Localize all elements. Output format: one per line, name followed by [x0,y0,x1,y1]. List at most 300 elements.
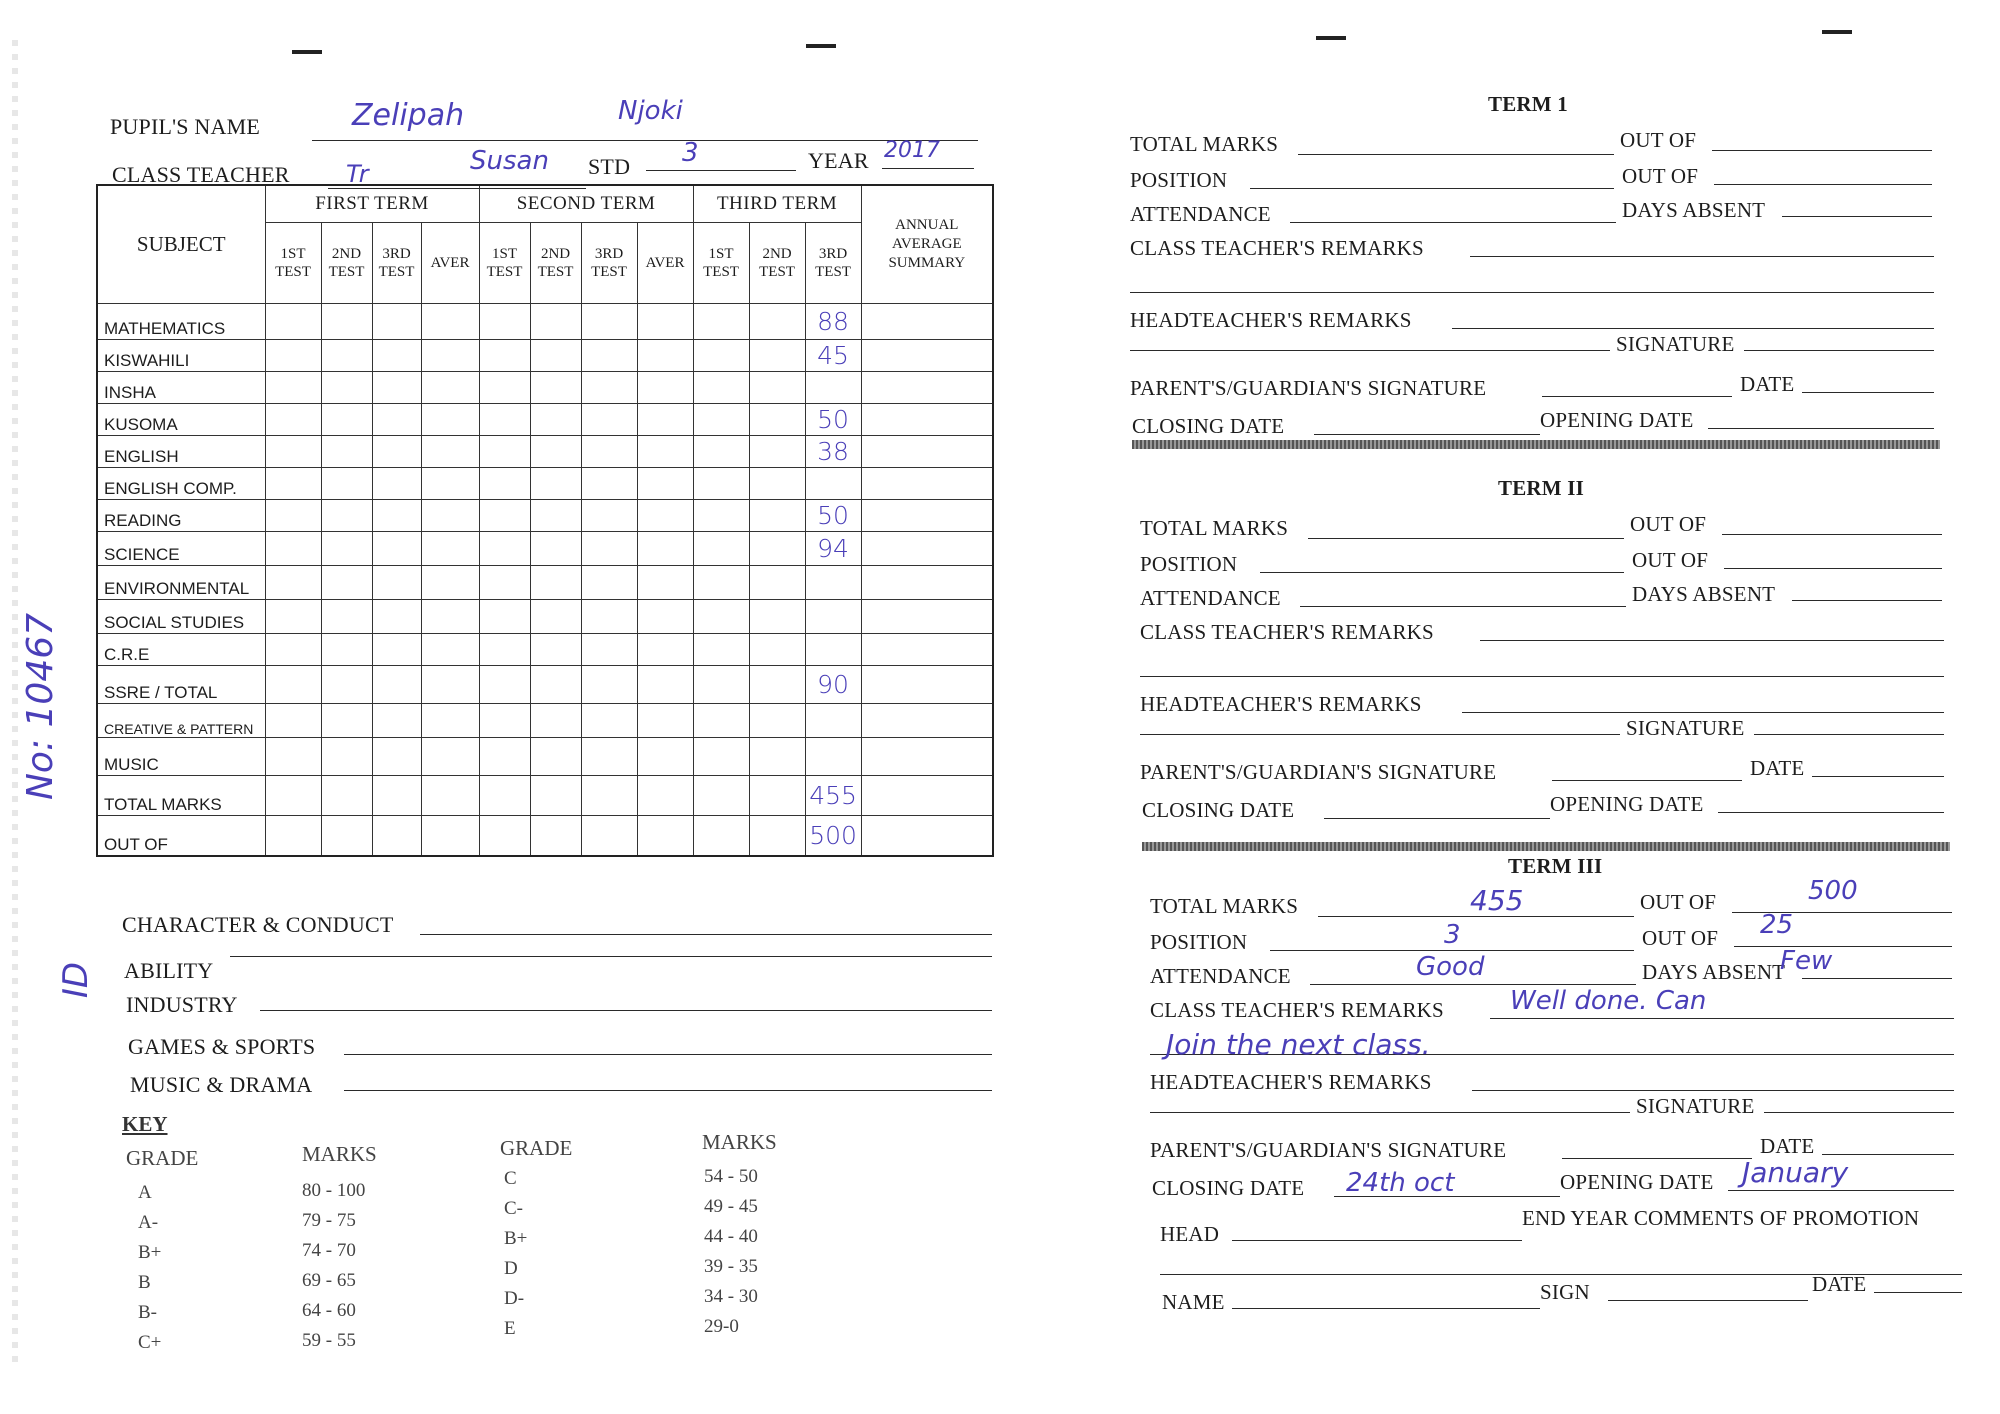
term2-out-of-line [1722,534,1942,535]
grade-cell [479,340,530,372]
key-marks-range: 49 - 45 [704,1196,758,1217]
term1-parent-signature-label: PARENT'S/GUARDIAN'S SIGNATURE [1130,376,1487,400]
table-row [97,816,993,856]
final-date-label: DATE [1812,1272,1867,1296]
grade-cell [749,532,805,566]
grade-cell [581,500,637,532]
grade-cell [530,566,581,600]
grade-cell [693,776,749,816]
grade-cell [265,776,321,816]
term2-signature-pre-line [1140,734,1620,735]
third-term-3rd-test-cell: 50 [805,500,861,532]
grade-cell [421,600,479,634]
term2-remarks-line-1 [1480,640,1944,641]
term3-remarks-line1-value: Well done. Can [1510,986,1707,1016]
table-row [97,704,993,738]
grade-cell [693,634,749,666]
third-term-3rd-test-cell [805,704,861,738]
grade-cell [749,738,805,776]
term1-remarks-line-1 [1470,256,1934,257]
term2-date-label: DATE [1750,756,1805,780]
grade-cell [372,404,421,436]
term3-position-line [1270,950,1634,951]
term3-position-value: 3 [1444,920,1461,950]
third-term-3rd-test-cell: 90 [805,666,861,704]
scan-mark [1822,30,1852,34]
grade-cell [693,532,749,566]
grade-cell [372,738,421,776]
grade-cell [693,816,749,856]
term3-total-marks-value: 455 [1470,884,1524,917]
term1-signature-label: SIGNATURE [1616,332,1735,356]
third-term-header: THIRD TERM [693,185,861,223]
grade-cell [581,634,637,666]
grade-cell [861,340,993,372]
grade-cell [479,600,530,634]
scan-edge-artifact [12,40,18,1370]
grade-cell [321,468,372,500]
subject-cell: KUSOMA [97,404,265,436]
term1-date-label: DATE [1740,372,1795,396]
grade-cell [530,500,581,532]
table-row [97,404,993,436]
term1-class-teacher-remarks-label: CLASS TEACHER'S REMARKS [1130,236,1424,260]
table-row [97,666,993,704]
games-sports-label: GAMES & SPORTS [128,1034,316,1059]
grade-cell [321,776,372,816]
grade-cell [530,304,581,340]
term1-total-marks-label: TOTAL MARKS [1130,132,1279,156]
grade-cell [530,404,581,436]
third-term-3rd-test-cell: 38 [805,436,861,468]
term2-remarks-line-2 [1140,676,1944,677]
term-divider [1132,440,1940,449]
table-row [97,500,993,532]
t3-test2-header: 2ND TEST [749,223,805,304]
grade-cell [637,634,693,666]
subject-cell: MATHEMATICS [97,304,265,340]
industry-label: INDUSTRY [126,992,238,1017]
grade-cell [637,404,693,436]
term3-out-of-value: 500 [1808,876,1858,906]
name-line [1232,1308,1540,1309]
grade-cell [693,566,749,600]
term1-position-out-of-label: OUT OF [1622,164,1699,188]
key-grade: A [138,1182,152,1203]
term1-position-line [1250,188,1614,189]
grade-cell [749,566,805,600]
grade-cell [637,436,693,468]
grade-cell [372,634,421,666]
pupil-name-label: PUPIL'S NAME [110,114,260,139]
grade-cell [581,468,637,500]
key-grade: B+ [138,1242,162,1263]
term2-opening-date-line [1718,812,1944,813]
character-conduct-line [420,934,992,935]
term2-date-line [1812,776,1944,777]
grade-cell [321,738,372,776]
grade-cell [637,776,693,816]
grade-cell [861,600,993,634]
subject-cell: KISWAHILI [97,340,265,372]
term1-opening-date-line [1708,428,1934,429]
grade-cell [581,666,637,704]
grade-cell [581,304,637,340]
year-label: YEAR [808,148,869,173]
term3-signature-line [1764,1112,1954,1113]
first-term-header: FIRST TERM [265,185,479,223]
grade-cell [530,436,581,468]
key-marks-range: 64 - 60 [302,1300,356,1321]
term3-opening-date-line [1728,1190,1954,1191]
grade-cell [372,340,421,372]
grade-cell [372,816,421,856]
grade-cell [479,532,530,566]
grades-table [96,184,994,857]
grade-cell [637,532,693,566]
key-marks-range: 79 - 75 [302,1210,356,1231]
term3-signature-pre-line [1150,1112,1630,1113]
grade-cell [693,468,749,500]
key-marks-range: 44 - 40 [704,1226,758,1247]
key-marks-range: 74 - 70 [302,1240,356,1261]
key-grade: D- [504,1288,525,1309]
character-conduct-label: CHARACTER & CONDUCT [122,912,394,937]
term3-position-label: POSITION [1150,930,1248,954]
key-grade: C [504,1168,517,1189]
grade-cell [421,738,479,776]
grade-cell [421,404,479,436]
grade-cell [861,404,993,436]
grade-cell [581,532,637,566]
grade-cell [693,704,749,738]
grade-cell [693,404,749,436]
end-year-comments-label: END YEAR COMMENTS OF PROMOTION [1522,1206,1920,1230]
grade-cell [861,304,993,340]
grade-cell [421,436,479,468]
term1-date-line [1802,392,1934,393]
grade-cell [637,500,693,532]
term2-total-marks-line [1308,538,1624,539]
grade-cell [372,468,421,500]
term2-headteacher-remarks-label: HEADTEACHER'S REMARKS [1140,692,1422,716]
music-drama-line [344,1090,992,1091]
key-marks-range: 59 - 55 [302,1330,356,1351]
term2-position-out-of-label: OUT OF [1632,548,1709,572]
grade-cell [265,704,321,738]
term2-days-absent-label: DAYS ABSENT [1632,582,1776,606]
term3-headteacher-remarks-label: HEADTEACHER'S REMARKS [1150,1070,1432,1094]
grade-cell [693,436,749,468]
term3-closing-date-label: CLOSING DATE [1152,1176,1305,1200]
term1-title: TERM 1 [1488,92,1568,116]
grade-cell [372,600,421,634]
grade-cell [749,436,805,468]
side-handwritten-id: No: 10467 [20,612,61,800]
grade-cell [530,600,581,634]
term2-head-remarks-line [1462,712,1944,713]
grade-cell [530,704,581,738]
grade-cell [479,404,530,436]
grade-cell [321,634,372,666]
sign-line [1608,1300,1808,1301]
term2-position-label: POSITION [1140,552,1238,576]
key-grade: A- [138,1212,159,1233]
grade-cell [693,372,749,404]
grade-cell [637,372,693,404]
term3-out-of-label: OUT OF [1640,890,1717,914]
grade-cell [861,704,993,738]
scan-mark [1316,36,1346,40]
subject-cell: TOTAL MARKS [97,776,265,816]
term2-attendance-label: ATTENDANCE [1140,586,1281,610]
grade-cell [421,532,479,566]
grade-cell [530,372,581,404]
grade-cell [637,738,693,776]
term3-attendance-value: Good [1416,952,1485,982]
term1-signature-line [1744,350,1934,351]
grade-cell [421,776,479,816]
key-marks-header-1: MARKS [302,1142,377,1166]
third-term-3rd-test-cell [805,468,861,500]
key-title: KEY [122,1112,168,1136]
table-row [97,532,993,566]
grade-cell [861,532,993,566]
grade-cell [372,304,421,340]
key-grade: D [504,1258,518,1279]
grade-cell [749,816,805,856]
subject-cell: ENGLISH [97,436,265,468]
grade-cell [265,404,321,436]
t2-test1-header: 1ST TEST [479,223,530,304]
third-term-3rd-test-cell: 94 [805,532,861,566]
grade-cell [421,340,479,372]
grade-cell [693,738,749,776]
games-sports-line [344,1054,992,1055]
grade-cell [321,436,372,468]
t3-test1-header: 1ST TEST [693,223,749,304]
grade-cell [479,634,530,666]
term2-position-out-of-line [1724,568,1942,569]
t1-test3-header: 3RD TEST [372,223,421,304]
grade-cell [479,738,530,776]
grade-cell [372,704,421,738]
third-term-3rd-test-cell [805,634,861,666]
grade-cell [530,634,581,666]
term1-out-of-line [1712,150,1932,151]
term3-opening-date-label: OPENING DATE [1560,1170,1714,1194]
grade-cell [479,436,530,468]
third-term-3rd-test-cell: 50 [805,404,861,436]
term3-remarks-line2-value: Join the next class. [1166,1028,1431,1061]
grade-cell [265,816,321,856]
grade-cell [530,776,581,816]
grade-cell [530,532,581,566]
table-row [97,600,993,634]
subject-cell: C.R.E [97,634,265,666]
key-grade: B [138,1272,151,1293]
grade-cell [372,436,421,468]
third-term-3rd-test-cell: 45 [805,340,861,372]
key-grade: C+ [138,1332,162,1353]
grade-cell [530,738,581,776]
class-teacher-label: CLASS TEACHER [112,162,290,187]
pupil-first-name: Zelipah [352,98,465,133]
term2-class-teacher-remarks-label: CLASS TEACHER'S REMARKS [1140,620,1434,644]
std-line [646,170,796,171]
term2-title: TERM II [1498,476,1584,500]
table-row [97,436,993,468]
term3-closing-date-value: 24th oct [1346,1168,1455,1198]
grade-cell [749,500,805,532]
term3-position-out-of-line [1734,946,1952,947]
grade-cell [265,304,321,340]
term1-head-remarks-line [1452,328,1934,329]
table-row [97,372,993,404]
subject-cell: ENGLISH COMP. [97,468,265,500]
grade-cell [265,600,321,634]
term2-parent-signature-label: PARENT'S/GUARDIAN'S SIGNATURE [1140,760,1497,784]
grade-cell [693,340,749,372]
term3-date-label: DATE [1760,1134,1815,1158]
grade-cell [581,404,637,436]
grade-cell [265,340,321,372]
subject-cell: ENVIRONMENTAL [97,566,265,600]
grade-cell [637,468,693,500]
term-divider [1142,842,1950,851]
grade-cell [861,372,993,404]
grade-cell [861,436,993,468]
grade-cell [749,468,805,500]
grade-cell [749,304,805,340]
grade-cell [321,566,372,600]
grade-cell [479,566,530,600]
t1-test2-header: 2ND TEST [321,223,372,304]
industry-line [260,1010,992,1011]
term2-days-absent-line [1792,600,1942,601]
third-term-3rd-test-cell [805,566,861,600]
grade-cell [479,704,530,738]
grade-cell [749,704,805,738]
grade-cell [421,468,479,500]
key-grade-header-2: GRADE [500,1136,573,1160]
grade-cell [372,532,421,566]
term3-attendance-label: ATTENDANCE [1150,964,1291,988]
subject-cell: SOCIAL STUDIES [97,600,265,634]
grade-cell [421,566,479,600]
subject-cell: INSHA [97,372,265,404]
grade-cell [530,816,581,856]
grade-cell [637,600,693,634]
term2-attendance-line [1300,606,1626,607]
std-value: 3 [682,138,699,168]
key-marks-range: 80 - 100 [302,1180,366,1201]
subject-header: SUBJECT [97,185,265,304]
grade-cell [581,738,637,776]
term3-opening-date-value: January [1742,1156,1849,1189]
grade-cell [861,634,993,666]
grade-cell [372,372,421,404]
grade-cell [265,738,321,776]
music-drama-label: MUSIC & DRAMA [130,1072,313,1097]
third-term-3rd-test-cell [805,738,861,776]
final-date-line [1874,1292,1962,1293]
grade-cell [372,500,421,532]
grade-cell [861,500,993,532]
term1-opening-date-label: OPENING DATE [1540,408,1694,432]
term3-days-absent-label: DAYS ABSENT [1642,960,1786,984]
key-grade: B- [138,1302,157,1323]
pupil-last-name: Njoki [618,96,683,126]
grade-cell [479,468,530,500]
term1-days-absent-line [1782,216,1932,217]
grade-cell [637,666,693,704]
grade-cell [321,704,372,738]
grade-cell [581,816,637,856]
term3-date-line [1822,1154,1954,1155]
key-marks-range: 29-0 [704,1316,739,1337]
grade-cell [321,340,372,372]
term3-parent-signature-label: PARENT'S/GUARDIAN'S SIGNATURE [1150,1138,1507,1162]
term2-closing-date-label: CLOSING DATE [1142,798,1295,822]
grade-cell [265,532,321,566]
grade-cell [693,666,749,704]
grade-cell [421,500,479,532]
grade-cell [479,372,530,404]
key-marks-range: 34 - 30 [704,1286,758,1307]
term3-attendance-line [1310,984,1636,985]
ability-line [230,956,992,957]
head-label: HEAD [1160,1222,1220,1246]
term1-position-label: POSITION [1130,168,1228,192]
table-row [97,468,993,500]
key-marks-range: 39 - 35 [704,1256,758,1277]
term3-class-teacher-remarks-label: CLASS TEACHER'S REMARKS [1150,998,1444,1022]
grade-cell [321,816,372,856]
table-row [97,340,993,372]
grade-cell [479,666,530,704]
term1-out-of-label: OUT OF [1620,128,1697,152]
t1-test1-header: 1ST TEST [265,223,321,304]
ability-label: ABILITY [124,958,214,983]
grade-cell [693,500,749,532]
std-label: STD [588,154,631,179]
term1-attendance-line [1290,222,1616,223]
term3-head-remarks-line [1472,1090,1954,1091]
term3-total-marks-label: TOTAL MARKS [1150,894,1299,918]
grade-cell [321,372,372,404]
grade-cell [321,500,372,532]
table-row [97,738,993,776]
grade-cell [749,776,805,816]
grade-cell [479,776,530,816]
grade-cell [265,468,321,500]
term3-remarks-line-1 [1490,1018,1954,1019]
term3-position-out-of-label: OUT OF [1642,926,1719,950]
second-term-header: SECOND TERM [479,185,693,223]
grade-cell [637,566,693,600]
grade-cell [749,600,805,634]
grade-cell [861,776,993,816]
grade-cell [530,666,581,704]
grade-cell [265,634,321,666]
third-term-3rd-test-cell [805,372,861,404]
term2-out-of-label: OUT OF [1630,512,1707,536]
grade-cell [372,776,421,816]
year-value: 2017 [884,138,940,163]
grade-cell [581,372,637,404]
grade-cell [581,704,637,738]
